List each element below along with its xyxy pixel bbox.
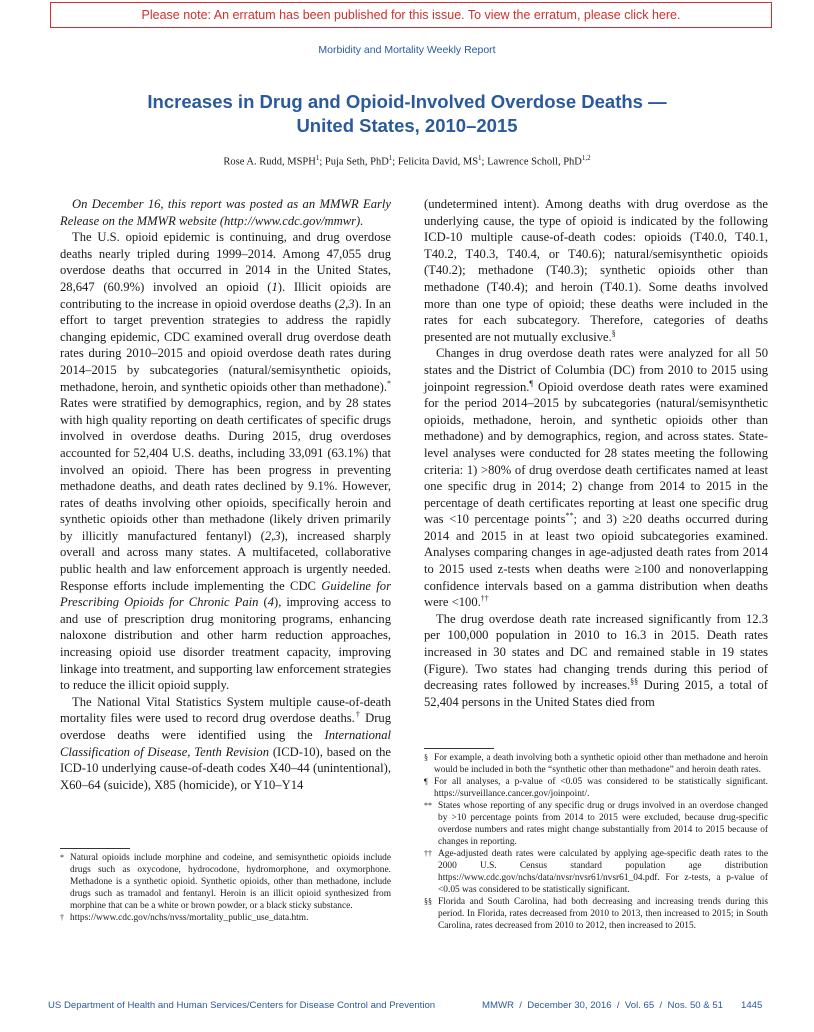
footnote-mark: §§ — [424, 897, 432, 906]
footnote-ref[interactable]: †† — [480, 594, 489, 604]
footnote-divider — [60, 848, 130, 849]
title-line-1: Increases in Drug and Opioid-Involved Overdose Deaths — — [147, 91, 667, 112]
citation-ref[interactable]: 1 — [271, 279, 278, 294]
footnote — [424, 896, 768, 932]
author-name: Lawrence Scholl, PhD — [487, 156, 582, 168]
body-paragraph: (undetermined intent). Among deaths with drug overdose as the underlying cause, the type of opioid is indicated by the following ICD-10 multiple cause-of-death codes: opioids (T40.0, T40.1, T40.2, T40.3, T40.4, or T40.6); natural/semisynthetic opioids (T40.2); methadone (T40.3); synthetic opioids other than methadone (T40.4); and heroin (T40.1). Some deaths involved more than one type of opioid; these deaths were included in the rates for each subcategory. Therefore, categories of deaths presented are not mutually exclusive.§ — [424, 197, 768, 344]
footnote-ref[interactable]: † — [354, 710, 361, 720]
footnote — [424, 752, 768, 776]
classification-title: International Classification of Disease, Tenth Revision — [60, 728, 391, 759]
early-release-note: On December 16, this report was posted as an MMWR Early Release on the MMWR website (http://www.cdc.gov/mmwr). — [60, 197, 391, 228]
body-paragraph: The National Vital Statistics System multiple cause-of-death mortality files were used to record drug overdose deaths.† Drug overdose deaths were identified using the International Classification of Disease, Tenth Revision (ICD-10), based on the ICD-10 underlying cause-of-death codes X40–44 (unintentional), X60–64 (suicide), X85 (homicide), or Y10–Y14 — [60, 694, 392, 792]
footnote-link[interactable]: https://www.cdc.gov/nchs/nvss/mortality_public_use_data.htm. — [70, 913, 309, 923]
footnotes-right — [424, 752, 768, 932]
author-affiliation: 1 — [478, 154, 482, 162]
author-separator: ; — [481, 156, 488, 168]
footer-issue: MMWR / December 30, 2016 / Vol. 65 / Nos. 50 & 51 — [482, 1000, 724, 1011]
footnote-ref[interactable]: § — [611, 328, 616, 338]
body-column-left — [60, 196, 391, 793]
author-name: Puja Seth, PhD — [324, 156, 389, 168]
citation-ref[interactable]: 4 — [267, 595, 275, 610]
footer-citation — [482, 1000, 762, 1011]
body-column-right — [424, 196, 768, 710]
title-line-2: United States, 2010–2015 — [296, 115, 518, 136]
footnote-ref[interactable]: ** — [565, 511, 574, 521]
footnote-text: For all analyses, a p-value of <0.05 was considered to be statistically significant. https://surveillance.cancer.gov/joinpoint/. — [434, 777, 768, 799]
footnote-mark: † — [60, 913, 64, 922]
footnote-text: For example, a death involving both a synthetic opioid other than methadone and heroin would be included in both the “synthetic other than methadone” and heroin death rates. — [434, 753, 768, 775]
erratum-notice-link[interactable]: Please note: An erratum has been published for this issue. To view the erratum, please click here. — [50, 2, 772, 28]
page-number: 1445 — [741, 1000, 763, 1011]
footnote-mark: †† — [424, 849, 432, 858]
footnote-mark: * — [60, 853, 64, 862]
author-separator: ; — [392, 156, 398, 168]
author-separator: ; — [319, 156, 325, 168]
author-affiliation: 1,2 — [581, 154, 591, 162]
footnote-text: Natural opioids include morphine and codeine, and semisynthetic opioids include drugs such as oxycodone, hydrocodone, hydromorphone, and oxymorphone. Methadone is a synthetic opioid. Synthetic opioids, other than methadone, include drugs such as tramadol and fentanyl. Heroin is an illicit opioid synthesized from morphine that can be a white or brown powder, or a black sticky substance. — [70, 853, 391, 911]
body-paragraph: Changes in drug overdose death rates were analyzed for all 50 states and the District of Columbia (DC) from 2010 to 2015 using joinpoint regression.¶ Opioid overdose death rates were examined for the period 2014–2015 by subcategories (natural/semisynthetic opioids, methadone, heroin, and synthetic opioids other than methadone) and by demographics, region, and across states. State-level analyses were conducted for 28 states meeting the following criteria: 1) >80% of drug overdose death certificates named at least one specific drug in 2014; 2) change from 2014 to 2015 in the percentage of death certificates reporting at least one specific drug was <10 percentage points**; and 3) ≥20 deaths occurred during 2014 and 2015 in at least two opioid subcategories examined. Analyses comparing changes in age-adjusted death rates from 2014 to 2015 used z-tests when deaths were ≥100 and nonoverlapping confidence intervals based on a gamma distribution when deaths were <100.†† — [424, 346, 768, 610]
footnotes-left — [60, 852, 391, 924]
guideline-title: Guideline for Prescribing Opioids for Chronic Pain — [60, 578, 392, 610]
footnote-ref[interactable]: §§ — [630, 677, 639, 687]
footnote — [424, 776, 768, 800]
footnote — [424, 848, 768, 896]
footnote-divider — [424, 748, 494, 749]
article-title — [60, 90, 754, 138]
author-name: Rose A. Rudd, MSPH — [223, 156, 316, 168]
footnote-ref[interactable]: * — [387, 378, 391, 388]
author-name: Felicita David, MS — [397, 156, 479, 168]
author-affiliation: 1 — [315, 154, 320, 162]
footnote-mark: ¶ — [424, 777, 428, 786]
body-paragraph: The U.S. opioid epidemic is continuing, and drug overdose deaths nearly tripled during 1999–2014. Among 47,055 drug overdose deaths that occurred in 2014 in the United States, 28,647 (60.9%) involved an opioid (1). Illicit opioids are contributing to the increase in opioid overdose deaths (2,3). In an effort to target prevention strategies to address the rapidly changing epidemic, CDC examined overall drug overdose death rates during 2010–2015 and opioid overdose death rates during 2014–2015 by subcategories (natural/semisynthetic opioids, methadone, heroin, and synthetic opioids other than methadone).* Rates were stratified by demographics, region, and by 28 states with high quality reporting on death certificates of specific drugs involved in overdose deaths. During 2015, drug overdoses accounted for 52,404 U.S. deaths, including 33,091 (63.1%) that involved an opioid. There has been progress in preventing methadone deaths, and death rates declined by 9.1%. However, rates of deaths involving other opioids, specifically heroin and synthetic opioids other than methadone (likely driven primarily by illicitly manufactured fentanyl) (2,3), increased sharply overall and across many states. A multifaceted, collaborative public health and law enforcement approach is urgently needed. Response efforts include implementing the CDC Guideline for Prescribing Opioids for Chronic Pain (4), improving access to and use of prescription drug monitoring programs, enhancing naloxone distribution and other harm reduction approaches, increasing opioid use disorder treatment capacity, improving linkage into treatment, and supporting law enforcement strategies to reduce the illicit opioid supply. — [60, 230, 392, 693]
citation-ref[interactable]: 2,3 — [264, 528, 281, 543]
footnote-mark: § — [424, 753, 428, 762]
footnote — [424, 800, 768, 848]
body-paragraph: The drug overdose death rate increased significantly from 12.3 per 100,000 population in 2010 to 16.3 in 2015. Death rates increased in 30 states and DC and remained stable in 19 states (Figure). Two states had changing trends during this period of decreasing rates followed by increases.§§ During 2015, a total of 52,404 persons in the United States died from — [424, 611, 768, 709]
journal-name: Morbidity and Mortality Weekly Report — [318, 44, 496, 56]
footnote — [60, 912, 391, 924]
author-affiliation: 1 — [388, 154, 393, 162]
footnote-ref[interactable]: ¶ — [529, 378, 534, 388]
footnote-text: States whose reporting of any specific drug or drugs involved in an overdose changed by >10 percentage points from 2014 to 2015 were excluded, because drug-specific overdose numbers and rates might change substantially from 2014 to 2015 because of changes in reporting. — [438, 801, 768, 847]
footnote — [60, 852, 391, 912]
footnote-text: Age-adjusted death rates were calculated by applying age-specific death rates to the 2000 U.S. Census standard population age distribution https://www.cdc.gov/nchs/data/nvsr/nvsr61/nvsr61_04.pdf. For z-tests, a p-value of <0.05 was considered to be statistically significant. — [438, 849, 768, 895]
footer-publisher: US Department of Health and Human Services/Centers for Disease Control and Prevention — [48, 1000, 436, 1011]
author-list — [0, 154, 814, 168]
footnote-mark: ** — [424, 801, 432, 810]
footnote-text: Florida and South Carolina, had both decreasing and increasing trends during this period. In Florida, rates decreased from 2010 to 2013, then increased to 2015; in South Carolina, rates decreased from 2010 to 2012, then increased to 2015. — [438, 897, 768, 931]
citation-ref[interactable]: 2,3 — [338, 296, 355, 311]
